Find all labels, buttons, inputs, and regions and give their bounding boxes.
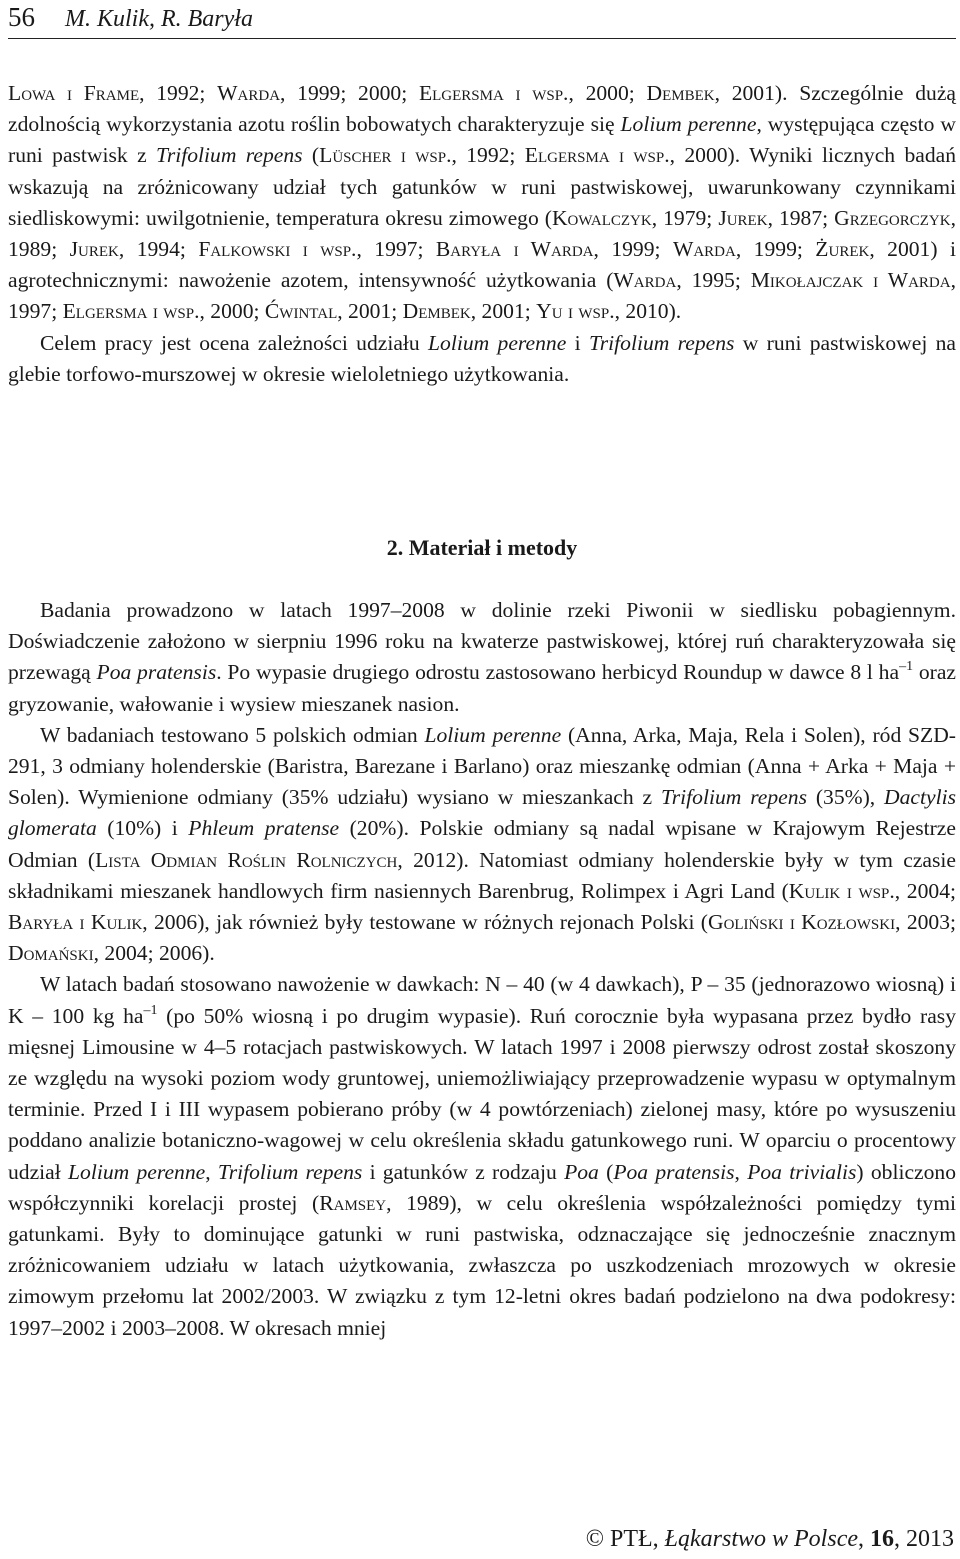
text-run: , 1997;	[356, 237, 436, 262]
citation-author: Warda	[217, 81, 281, 105]
methods-paragraph-3	[8, 969, 956, 1343]
citation-author: Lista Odmian Roślin Rolniczych	[95, 847, 398, 872]
text-run: ,	[858, 1526, 870, 1552]
citation-author: Lowa i Frame	[8, 81, 140, 105]
introduction-continuation	[8, 78, 956, 390]
species-name: Trifolium repens	[217, 1159, 363, 1184]
text-run: , 1989;	[8, 205, 957, 262]
journal-footer	[586, 1524, 954, 1554]
text-run: , 1999; 2000;	[280, 81, 419, 105]
text-run: , 1992;	[451, 143, 525, 168]
text-run: , 2000;	[199, 299, 265, 324]
text-run: , 2001;	[337, 299, 403, 324]
methods-paragraph-2	[8, 720, 956, 970]
text-run: i gatunków z rodzaju	[362, 1159, 565, 1184]
citation-author: Żurek	[815, 237, 870, 262]
journal-title: Łąkarstwo w Polsce	[664, 1526, 858, 1552]
text-run: , 1979;	[651, 205, 719, 230]
intro-paragraph-2	[8, 328, 956, 390]
citation-author: Falkowski i wsp.	[198, 237, 357, 262]
species-name: Trifolium repens	[156, 143, 303, 168]
volume-number: 16	[870, 1526, 894, 1552]
citation-author: Kowalczyk	[551, 205, 652, 230]
species-name: Phleum pratense	[188, 816, 340, 841]
text-run: w runi pastwiskowej na glebie torfowo-murszowej w okresie wieloletniego użytkowania.	[8, 330, 957, 386]
species-name: Poa pratensis	[613, 1159, 735, 1184]
copyright-notice: © PTŁ,	[585, 1526, 665, 1552]
species-name: Lolium perenne	[424, 722, 562, 747]
citation-author: Yu i wsp.	[536, 299, 615, 324]
text-run: (20%). Polskie odmiany są nadal wpisane w Krajowym Rejestrze Odmian (	[8, 816, 956, 872]
text-run: (	[302, 143, 320, 168]
text-run: , 2000). Wyniki licznych badań wskazują na zróżnicowany udział tych gatunków w runi pastwiskowej, uwarunkowany czynnikami siedliskowymi: uwilgotnienie, temperatura okresu zimowego (	[8, 143, 957, 230]
citation-author: Baryła i Warda	[435, 237, 594, 262]
text-run: , 2012). Natomiast odmiany holenderskie były w tym czasie składnikami mieszanek handlowych firm nasiennych Barenbrug, Rolimpex i Agri Land (	[8, 847, 956, 903]
superscript: –1	[899, 659, 914, 675]
citation-author: Elgersma i wsp.	[524, 143, 670, 168]
citation-author: Kulik i wsp.	[788, 878, 895, 903]
text-run: (Anna, Arka, Maja, Rela i Solen), ród SZD-291, 3 odmiany holenderskie (Baristra, Barezane i Barlano) oraz mieszankę odmian (Anna + Arka + Maja + Solen). Wymienione odmiany (35% udziału) wysiano w mieszankach z	[8, 722, 956, 810]
species-name: Lolium perenne	[620, 112, 757, 137]
citation-author: Elgersma i wsp.	[418, 81, 569, 105]
text-run: , występująca często w runi pastwisk z	[8, 112, 956, 168]
text-run: i	[566, 330, 589, 355]
text-run: Badania prowadzono w latach 1997–2008 w dolinie rzeki Piwonii w siedlisku pobagiennym. Doświadczenie założono w sierpniu 1996 roku na kwaterze pastwiskowej, której ruń charakteryzowała się przewagą	[8, 598, 956, 685]
text-run: W latach badań stosowano nawożenie w dawkach: N – 40 (w 4 dawkach), P – 35 (jednorazowo wiosną) i K – 100 kg ha	[8, 972, 956, 1028]
text-run: , 1997;	[8, 268, 956, 324]
text-run: ,	[205, 1159, 218, 1184]
text-run: , 1987;	[767, 205, 835, 230]
text-run: , 2004;	[894, 878, 956, 903]
text-run: (po 50% wiosną i po drugim wypasie). Ruń corocznie była wypasana przez bydło rasy mięsnej Limousine w 4–5 rotacjach pastwiskowych. W latach 1997 i 2008 pierwszy odrost został skoszony ze względu na wysoki poziom wody gruntowej, uniemożliwiający przeprowadzenie wypasu w optymalnym terminie. Przed I i III wypasem pobierano próby (w 4 powtórzeniach) zielonej masy, które po wysuszeniu poddano analizie botaniczno-wagowej w celu określenia składu gatunkowego runi. W oparciu o procentowy udział	[8, 1003, 956, 1184]
text-run: (	[598, 1159, 614, 1184]
citation-author: Goliński i Kozłowski	[707, 910, 896, 935]
citation-author: Domański	[8, 941, 94, 966]
publication-year: , 2013	[894, 1526, 954, 1552]
text-run: (10%) i	[96, 816, 189, 841]
citation-author: Ćwintal	[264, 299, 338, 324]
species-name: Poa pratensis	[96, 660, 217, 685]
section-heading: 2. Materiał i metody	[386, 535, 578, 560]
text-run: , 1995;	[676, 268, 751, 293]
text-run: , 2001) i agrotechnicznymi: nawożenie azotem, intensywność użytkowania (	[8, 237, 956, 293]
citation-author: Lüscher i wsp.	[319, 143, 452, 168]
species-name: Lolium perenne	[428, 330, 567, 355]
intro-paragraph-1	[8, 78, 956, 328]
text-run: , 2001;	[470, 299, 537, 324]
text-run: , 2003;	[895, 910, 957, 935]
text-run: , 2004; 2006).	[93, 941, 215, 966]
text-run: , 1992;	[139, 81, 218, 105]
species-name: Poa trivialis	[747, 1159, 857, 1184]
citation-author: Dembek	[402, 299, 471, 324]
text-run: oraz gryzowanie, wałowanie i wysiew mieszanek nasion.	[8, 660, 956, 716]
citation-author: Dembek	[646, 81, 715, 105]
citation-author: Warda	[672, 237, 736, 262]
text-run: , 2006), jak również były testowane w różnych rejonach Polski (	[142, 910, 708, 935]
text-run: Celem pracy jest ocena zależności udziału	[40, 330, 429, 355]
text-run: . Po wypasie drugiego odrostu zastosowano herbicyd Roundup w dawce 8 l ha	[216, 660, 900, 685]
text-run: ,	[734, 1159, 748, 1184]
citation-author: Jurek	[718, 205, 768, 230]
citation-author: Ramsey	[319, 1190, 387, 1215]
species-name: Dactylis glomerata	[8, 785, 956, 841]
citation-author: Elgersma i wsp.	[62, 299, 200, 324]
text-run: W badaniach testowano 5 polskich odmian	[40, 722, 425, 747]
citation-author: Warda	[613, 268, 677, 293]
text-run: , 1989), w celu określenia współzależności pomiędzy tymi gatunkami. Były to dominujące gatunki w runi pastwiska, odznaczające się jednocześnie znacznym zróżnicowaniem udziału w latach użytkowania, zwłaszcza po uszkodzeniach mrozowych w okresie zimowym przełomu lat 2002/2003. W związku z tym 12-letni okres badań podzielono na dwa podokresy: 1997–2002 i 2003–2008. W okresach mniej	[8, 1190, 956, 1340]
text-run: , 2000;	[568, 81, 647, 105]
text-run: , 1999;	[593, 237, 673, 262]
methods-paragraph-1	[8, 595, 956, 720]
citation-author: Grzegorczyk	[834, 205, 951, 230]
text-run: , 1994;	[118, 237, 199, 262]
text-run: (35%),	[806, 785, 885, 810]
methods-section	[8, 595, 956, 1344]
text-run: , 2010).	[614, 299, 682, 324]
citation-author: Mikołajczak i Warda	[750, 268, 951, 293]
text-run: , 2001). Szczególnie dużą zdolnością wykorzystania azotu roślin bobowatych charakteryzuje się	[8, 81, 956, 137]
citation-author: Baryła i Kulik	[8, 910, 143, 935]
species-name: Trifolium repens	[588, 330, 735, 355]
running-head-authors: M. Kulik, R. Baryła	[65, 6, 253, 32]
page-header	[8, 0, 956, 39]
text-run: ) obliczono współczynniki korelacji prostej (	[8, 1159, 957, 1215]
text-run: , 1999;	[735, 237, 816, 262]
species-name: Lolium perenne	[68, 1159, 206, 1184]
page-number: 56	[8, 2, 35, 32]
superscript: –1	[143, 1002, 158, 1018]
species-name: Poa	[564, 1159, 599, 1184]
citation-author: Jurek	[69, 237, 119, 262]
species-name: Trifolium repens	[660, 785, 807, 810]
